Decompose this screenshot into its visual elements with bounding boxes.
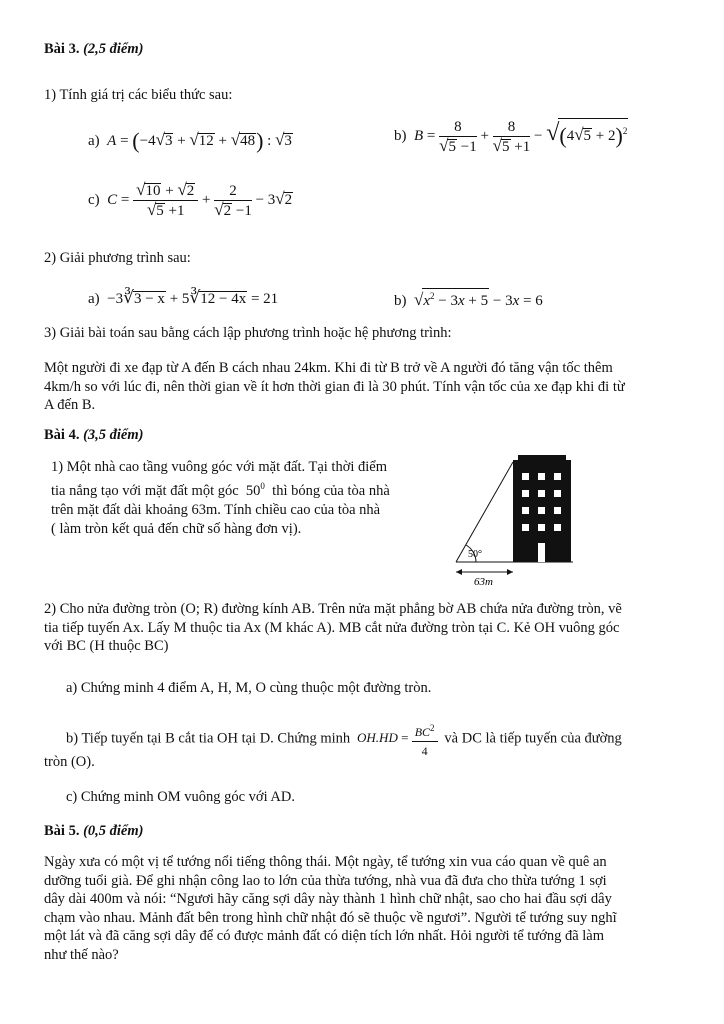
bai3-q1: 1) Tính giá trị các biểu thức sau: bbox=[44, 87, 233, 103]
bai3-q3: 3) Giải bài toán sau bằng cách lập phương trình hoặc hệ phương trình: bbox=[44, 325, 452, 341]
bai4-q1-line: 1) Một nhà cao tầng vuông góc với mặt đất. Tại thời điểm bbox=[51, 459, 388, 475]
bai4-qc: c) Chứng minh OM vuông góc với AD. bbox=[66, 789, 295, 805]
sun-ray bbox=[456, 462, 513, 562]
bai4-points: (3,5 điểm) bbox=[83, 427, 144, 443]
eq-a: a) −3∛3 − x + 5∛12 − 4x = 21 bbox=[88, 288, 279, 307]
figure-angle-label: 50° bbox=[468, 549, 482, 560]
bai4-q1-line: tia nắng tạo với mặt đất một góc $50^0$ thì bóng của tòa nhà bbox=[51, 481, 390, 499]
bai3-problem bbox=[44, 359, 684, 415]
bai5-line: Ngày xưa có một vị tể tướng nổi tiếng thông thái. Một ngày, tể tướng xin vua cáo quan về quê an bbox=[44, 854, 607, 870]
expr-c: c) C = $\frac{√10 + √2}{√5 +1}$ + $\frac{2}{√2 -1}$ − 3√2 bbox=[88, 180, 293, 219]
figure-length-label: 63m bbox=[474, 576, 493, 588]
bai4-q2-line: với BC (H thuộc BC) bbox=[44, 638, 169, 654]
bai3-q2: 2) Giải phương trình sau: bbox=[44, 250, 191, 266]
bai3-points: (2,5 điểm) bbox=[83, 41, 144, 57]
bai5-line: dây dài 400m và nói: “Ngươi hãy căng sợi dây này thành 1 hình chữ nhật, sao cho hai đầu sợi dây bbox=[44, 891, 612, 907]
bai5-line: một lát và đã căng sợi dây để có được mảnh đất có diện tích lớn nhất. Hỏi người tể tướng đã làm bbox=[44, 928, 605, 944]
bai3-problem-line: 4km/h so với lúc đi, nên thời gian về ít hơn thời gian đi là 30 phút. Tính vận tốc của xe đạp khi đi từ bbox=[44, 378, 625, 395]
expr-b: b) B = $\frac{8}{√5 -1}$ + $\frac{8}{√5 +1}$ − $√(4√5 + 2)^2$ bbox=[394, 118, 628, 155]
bai4-qb: b) Tiếp tuyến tại B cắt tia OH tại D. Chứng minh OH.HD = $\frac{BC^2}{4}$ và DC là tiếp tuyến của đường bbox=[66, 720, 622, 759]
eq-b: b) $√x^2 - 3x + 5 - 3x = 6$ bbox=[394, 290, 543, 309]
bai4-qb-cont: tròn (O). bbox=[44, 754, 95, 770]
qb-formula: OH.HD = $\frac{BC^2}{4}$ bbox=[354, 730, 441, 745]
bai4-heading bbox=[44, 426, 143, 444]
angle-value: 50 bbox=[245, 482, 261, 499]
bai3-heading bbox=[44, 40, 143, 58]
bai4-title: Bài 4. bbox=[44, 427, 80, 443]
bai4-q1 bbox=[51, 458, 421, 539]
bai5-title: Bài 5. bbox=[44, 823, 80, 839]
bai3-problem-line: A đến B. bbox=[44, 397, 96, 413]
bai5-line: chạm vào nhau. Mảnh đất bên trong hình chữ nhật đó sẽ thuộc về ngươi”. Người tể tướng suy nghĩ bbox=[44, 909, 617, 926]
bai5-line: như thế nào? bbox=[44, 946, 119, 963]
bai4-q1-line: trên mặt đất dài khoảng 63m. Tính chiều cao của tòa nhà bbox=[51, 501, 381, 518]
building-figure bbox=[448, 455, 588, 590]
bai5-line: dưỡng tuổi già. Để ghi nhận công lao to lớn của thừa tướng, nhà vua đã đưa cho thừa tướng 1 sợi bbox=[44, 872, 607, 889]
bai4-qa: a) Chứng minh 4 điểm A, H, M, O cùng thuộc một đường tròn. bbox=[66, 680, 432, 696]
bai4-q2 bbox=[44, 600, 684, 656]
bai3-problem-line: Một người đi xe đạp từ A đến B cách nhau 24km. Khi đi từ B trở về A người đó tăng vận tốc thêm bbox=[44, 360, 613, 376]
expr-a: a) A = (−4√3 + √12 + √48) : √3 bbox=[88, 128, 292, 153]
bai5-text bbox=[44, 853, 684, 964]
bai4-q2-line: 2) Cho nửa đường tròn (O; R) đường kính AB. Trên nửa mặt phẳng bờ AB chứa nửa đường tròn, vẽ bbox=[44, 601, 622, 617]
bai4-q2-line: tia tiếp tuyến Ax. Lấy M thuộc tia Ax (M khác A). MB cắt nửa đường tròn tại C. Kẻ OH vuông góc bbox=[44, 619, 620, 636]
bai4-q1-line: ( làm tròn kết quả đến chữ số hàng đơn vị). bbox=[51, 520, 302, 537]
building-roof bbox=[518, 455, 566, 461]
bai3-title: Bài 3. bbox=[44, 41, 80, 57]
bai5-heading bbox=[44, 822, 143, 840]
bai5-points: (0,5 điểm) bbox=[83, 823, 144, 839]
